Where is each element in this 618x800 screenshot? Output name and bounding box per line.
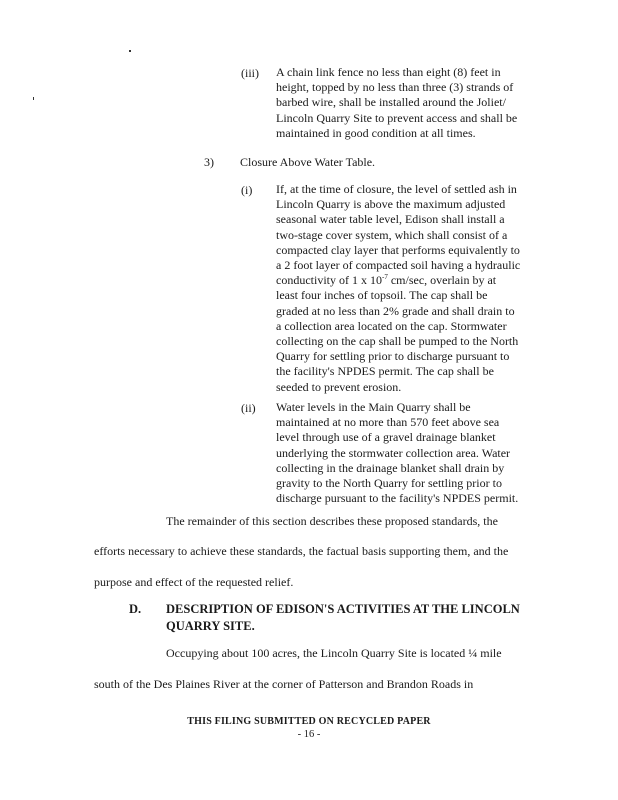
text-line: graded at no less than 2% grade and shall drain to bbox=[276, 303, 515, 318]
text-line: collecting in the drainage blanket shall drain by bbox=[276, 460, 505, 475]
text-line: height, topped by no less than three (3) strands of bbox=[276, 80, 514, 95]
text-line: the facility's NPDES permit. The cap shall be bbox=[276, 364, 494, 379]
item-i-paragraph bbox=[276, 182, 576, 395]
text-line: a 2 foot layer of compacted soil having a hydraulic bbox=[276, 258, 521, 273]
occupying-line: south of the Des Plaines River at the corner of Patterson and Brandon Roads in bbox=[94, 677, 474, 691]
closure-heading: Closure Above Water Table. bbox=[240, 155, 376, 169]
text-line: seasonal water table level, Edison shall install a bbox=[276, 212, 505, 227]
item-iii-paragraph bbox=[276, 65, 576, 141]
section-heading-line: DESCRIPTION OF EDISON'S ACTIVITIES AT THE LINCOLN bbox=[166, 602, 520, 616]
page-number: - 16 - bbox=[297, 729, 321, 740]
text-line: compacted clay layer that performs equivalently to bbox=[276, 242, 520, 257]
text-line: maintained at no more than 570 feet above sea bbox=[276, 415, 500, 430]
item-marker-i: (i) bbox=[241, 183, 253, 197]
occupying-line: Occupying about 100 acres, the Lincoln Quarry Site is located ¼ mile bbox=[166, 646, 502, 660]
text-line: Lincoln Quarry Site to prevent access and shall be bbox=[276, 110, 518, 125]
section-heading bbox=[166, 601, 546, 635]
recycled-paper-notice: THIS FILING SUBMITTED ON RECYCLED PAPER bbox=[187, 716, 431, 727]
remainder-line: purpose and effect of the requested relief. bbox=[94, 575, 294, 589]
item-marker-iii: (iii) bbox=[241, 66, 259, 80]
remainder-line: efforts necessary to achieve these standards, the factual basis supporting them, and the bbox=[94, 544, 509, 558]
conductivity-prefix: conductivity of 1 x 10 bbox=[276, 273, 382, 288]
item-marker-ii: (ii) bbox=[241, 401, 256, 415]
item-marker-3: 3) bbox=[204, 155, 214, 169]
text-line: collecting on the cap shall be pumped to the North bbox=[276, 334, 519, 349]
section-letter: D. bbox=[129, 602, 142, 616]
text-line: A chain link fence no less than eight (8) feet in bbox=[276, 65, 501, 79]
scan-speck bbox=[33, 97, 34, 100]
text-line: Lincoln Quarry is above the maximum adjusted bbox=[276, 197, 506, 212]
scan-speck bbox=[129, 50, 131, 52]
conductivity-suffix: cm/sec, overlain by at bbox=[387, 273, 497, 288]
text-line: Quarry for settling prior to discharge pursuant to bbox=[276, 349, 510, 364]
conductivity-exponent: -7 bbox=[381, 273, 388, 282]
remainder-line: The remainder of this section describes these proposed standards, the bbox=[166, 514, 498, 528]
text-line: underlying the stormwater collection area. Water bbox=[276, 445, 511, 460]
text-line: seeded to prevent erosion. bbox=[276, 379, 402, 394]
text-line: least four inches of topsoil. The cap shall be bbox=[276, 288, 488, 303]
text-line: Water levels in the Main Quarry shall be bbox=[276, 400, 471, 414]
text-line: a collection area located on the cap. Stormwater bbox=[276, 318, 507, 333]
text-line: two-stage cover system, which shall consist of a bbox=[276, 227, 508, 242]
text-line: barbed wire, shall be installed around the Joliet/ bbox=[276, 95, 506, 110]
text-line-conductivity bbox=[276, 273, 576, 288]
section-heading-line: QUARRY SITE. bbox=[166, 619, 255, 633]
text-line: If, at the time of closure, the level of settled ash in bbox=[276, 182, 517, 196]
text-line: level through use of a gravel drainage blanket bbox=[276, 430, 496, 445]
text-line: maintained in good condition at all times. bbox=[276, 125, 476, 140]
text-line: gravity to the North Quarry for settling prior to bbox=[276, 476, 502, 491]
item-ii-paragraph bbox=[276, 400, 576, 506]
text-line: discharge pursuant to the facility's NPDES permit. bbox=[276, 491, 519, 506]
